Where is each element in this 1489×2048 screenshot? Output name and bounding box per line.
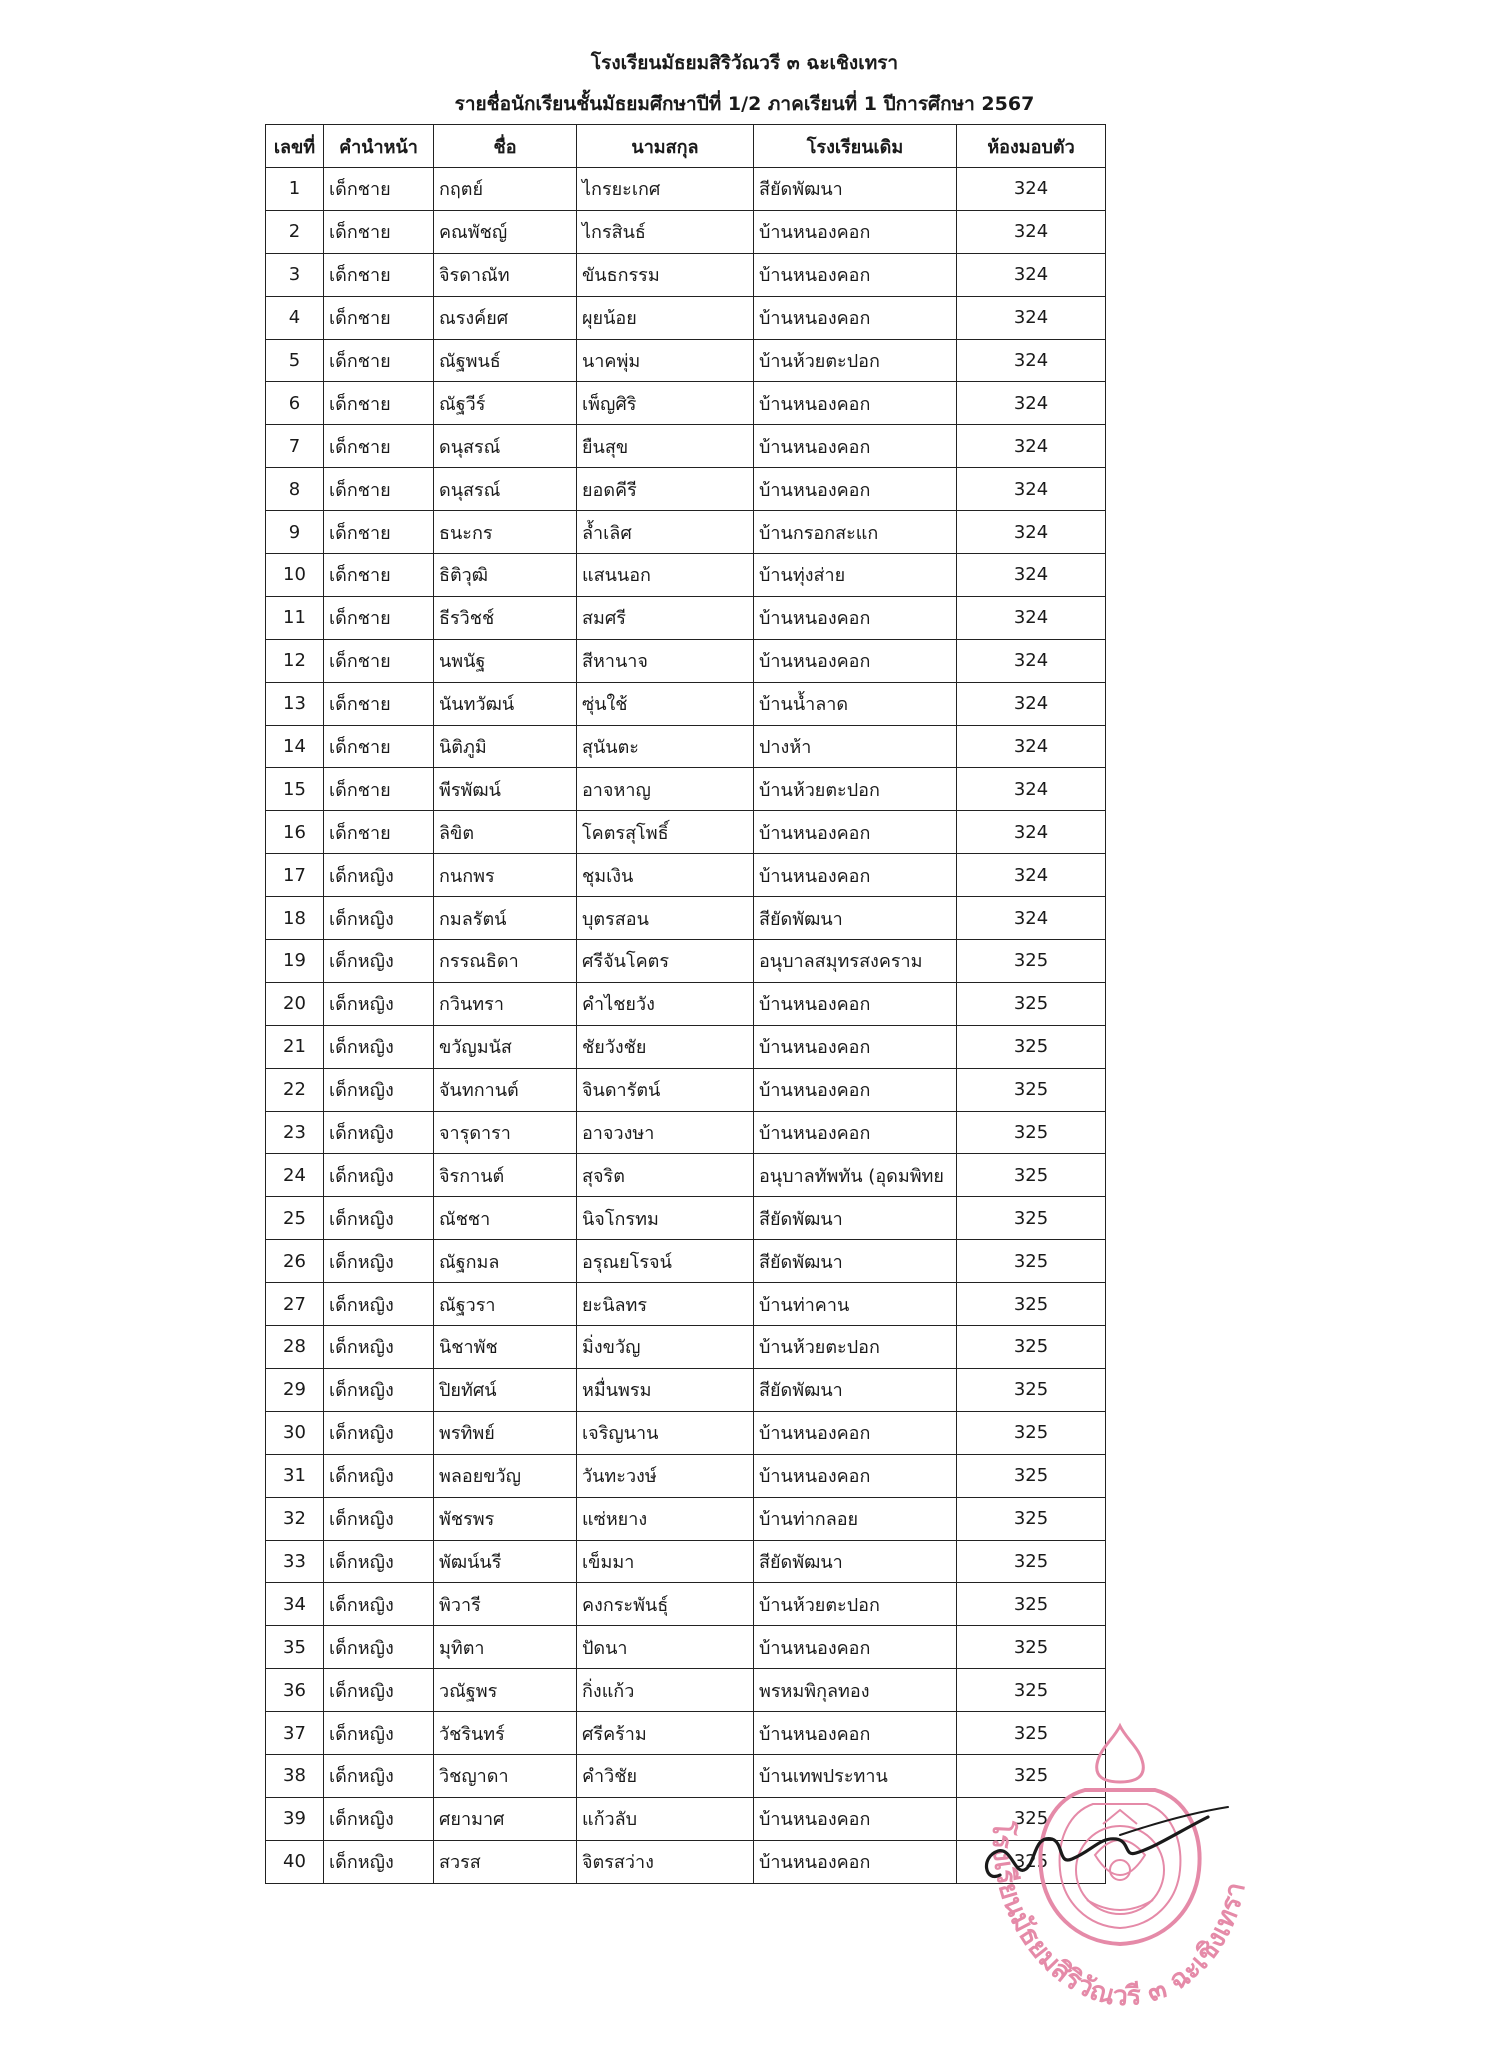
table-row [266, 940, 1106, 983]
cell-number: 32 [266, 1497, 324, 1540]
table-row [266, 1712, 1106, 1755]
cell-prefix: เด็กชาย [324, 168, 434, 211]
cell-prefix: เด็กหญิง [324, 1583, 434, 1626]
cell-room: 325 [957, 1712, 1106, 1755]
cell-first-name: สวรส [434, 1840, 577, 1883]
cell-previous-school: บ้านทุ่งส่าย [754, 554, 957, 597]
cell-previous-school: บ้านหนองคอก [754, 382, 957, 425]
table-row [266, 1797, 1106, 1840]
cell-number: 35 [266, 1626, 324, 1669]
cell-prefix: เด็กหญิง [324, 1326, 434, 1369]
cell-previous-school: บ้านห้วยตะปอก [754, 339, 957, 382]
cell-room: 324 [957, 511, 1106, 554]
cell-room: 325 [957, 1840, 1106, 1883]
cell-last-name: ไกรสินธ์ [577, 210, 754, 253]
table-row [266, 1025, 1106, 1068]
cell-previous-school: บ้านห้วยตะปอก [754, 768, 957, 811]
cell-first-name: กนกพร [434, 854, 577, 897]
table-row [266, 425, 1106, 468]
cell-last-name: เพ็ญศิริ [577, 382, 754, 425]
cell-room: 325 [957, 1754, 1106, 1797]
cell-prefix: เด็กชาย [324, 596, 434, 639]
cell-number: 15 [266, 768, 324, 811]
cell-first-name: จิรกานต์ [434, 1154, 577, 1197]
column-header-number: เลขที่ [266, 125, 324, 168]
cell-first-name: ธนะกร [434, 511, 577, 554]
cell-prefix: เด็กหญิง [324, 854, 434, 897]
cell-last-name: ล้ำเลิศ [577, 511, 754, 554]
cell-number: 21 [266, 1025, 324, 1068]
cell-first-name: กรรณธิดา [434, 940, 577, 983]
cell-last-name: คำไชยวัง [577, 982, 754, 1025]
cell-number: 4 [266, 296, 324, 339]
cell-prefix: เด็กชาย [324, 425, 434, 468]
cell-number: 24 [266, 1154, 324, 1197]
cell-previous-school: บ้านหนองคอก [754, 1068, 957, 1111]
cell-room: 325 [957, 1797, 1106, 1840]
cell-prefix: เด็กหญิง [324, 1283, 434, 1326]
cell-first-name: มุทิตา [434, 1626, 577, 1669]
cell-number: 12 [266, 639, 324, 682]
cell-number: 27 [266, 1283, 324, 1326]
column-header-last-name: นามสกุล [577, 125, 754, 168]
cell-last-name: อาจวงษา [577, 1111, 754, 1154]
cell-previous-school: บ้านท่าคาน [754, 1283, 957, 1326]
cell-first-name: ดนุสรณ์ [434, 468, 577, 511]
cell-last-name: อรุณยโรจน์ [577, 1240, 754, 1283]
cell-number: 17 [266, 854, 324, 897]
cell-prefix: เด็กชาย [324, 768, 434, 811]
cell-number: 5 [266, 339, 324, 382]
table-row [266, 1111, 1106, 1154]
cell-prefix: เด็กหญิง [324, 1497, 434, 1540]
cell-number: 26 [266, 1240, 324, 1283]
cell-room: 325 [957, 1154, 1106, 1197]
cell-prefix: เด็กหญิง [324, 1454, 434, 1497]
cell-previous-school: บ้านหนองคอก [754, 596, 957, 639]
cell-first-name: ลิขิต [434, 811, 577, 854]
cell-number: 25 [266, 1197, 324, 1240]
page-subtitle: รายชื่อนักเรียนชั้นมัธยมศึกษาปีที่ 1/2 ภาคเรียนที่ 1 ปีการศึกษา 2567 [454, 93, 1035, 115]
cell-first-name: วิชญาดา [434, 1754, 577, 1797]
cell-first-name: พีรพัฒน์ [434, 768, 577, 811]
cell-first-name: จิรดาณัท [434, 253, 577, 296]
cell-prefix: เด็กหญิง [324, 1669, 434, 1712]
cell-first-name: คณพัชญ์ [434, 210, 577, 253]
cell-previous-school: สียัดพัฒนา [754, 1540, 957, 1583]
cell-number: 16 [266, 811, 324, 854]
cell-previous-school: บ้านท่ากลอย [754, 1497, 957, 1540]
cell-last-name: กิ่งแก้ว [577, 1669, 754, 1712]
cell-room: 324 [957, 897, 1106, 940]
table-row [266, 682, 1106, 725]
cell-prefix: เด็กหญิง [324, 1197, 434, 1240]
cell-room: 325 [957, 1283, 1106, 1326]
cell-previous-school: บ้านหนองคอก [754, 854, 957, 897]
cell-prefix: เด็กหญิง [324, 1411, 434, 1454]
cell-prefix: เด็กหญิง [324, 1368, 434, 1411]
table-row [266, 168, 1106, 211]
table-row [266, 511, 1106, 554]
cell-previous-school: สียัดพัฒนา [754, 168, 957, 211]
cell-prefix: เด็กชาย [324, 210, 434, 253]
cell-prefix: เด็กชาย [324, 339, 434, 382]
cell-first-name: พลอยขวัญ [434, 1454, 577, 1497]
cell-number: 23 [266, 1111, 324, 1154]
cell-previous-school: อนุบาลทัพทัน (อุดมพิทย [754, 1154, 957, 1197]
table-row [266, 897, 1106, 940]
table-row [266, 982, 1106, 1025]
cell-prefix: เด็กชาย [324, 382, 434, 425]
cell-prefix: เด็กชาย [324, 253, 434, 296]
table-row [266, 1669, 1106, 1712]
cell-number: 33 [266, 1540, 324, 1583]
cell-number: 28 [266, 1326, 324, 1369]
cell-previous-school: บ้านหนองคอก [754, 210, 957, 253]
cell-previous-school: บ้านหนองคอก [754, 1626, 957, 1669]
cell-last-name: ผุยน้อย [577, 296, 754, 339]
cell-prefix: เด็กชาย [324, 682, 434, 725]
cell-number: 10 [266, 554, 324, 597]
cell-previous-school: บ้านหนองคอก [754, 1454, 957, 1497]
cell-room: 325 [957, 1068, 1106, 1111]
cell-room: 325 [957, 1626, 1106, 1669]
table-header-row [266, 125, 1106, 168]
cell-room: 325 [957, 1326, 1106, 1369]
table-row [266, 554, 1106, 597]
cell-number: 9 [266, 511, 324, 554]
cell-prefix: เด็กชาย [324, 468, 434, 511]
cell-prefix: เด็กหญิง [324, 1068, 434, 1111]
cell-first-name: จันทกานต์ [434, 1068, 577, 1111]
cell-room: 325 [957, 1025, 1106, 1068]
cell-first-name: วณัฐพร [434, 1669, 577, 1712]
table-row [266, 768, 1106, 811]
cell-room: 324 [957, 168, 1106, 211]
cell-first-name: กฤตย์ [434, 168, 577, 211]
table-row [266, 253, 1106, 296]
cell-last-name: เข็มมา [577, 1540, 754, 1583]
cell-prefix: เด็กชาย [324, 554, 434, 597]
cell-previous-school: พรหมพิกุลทอง [754, 1669, 957, 1712]
cell-first-name: ณัชชา [434, 1197, 577, 1240]
cell-last-name: ศรีคร้าม [577, 1712, 754, 1755]
table-row [266, 1626, 1106, 1669]
cell-previous-school: บ้านห้วยตะปอก [754, 1326, 957, 1369]
cell-previous-school: บ้านหนองคอก [754, 982, 957, 1025]
cell-previous-school: สียัดพัฒนา [754, 1368, 957, 1411]
table-row [266, 1840, 1106, 1883]
cell-first-name: จารุดารา [434, 1111, 577, 1154]
cell-last-name: ปัดนา [577, 1626, 754, 1669]
cell-prefix: เด็กชาย [324, 511, 434, 554]
cell-prefix: เด็กหญิง [324, 1797, 434, 1840]
table-row [266, 1583, 1106, 1626]
cell-last-name: ยืนสุข [577, 425, 754, 468]
table-row [266, 811, 1106, 854]
cell-number: 1 [266, 168, 324, 211]
cell-previous-school: สียัดพัฒนา [754, 1240, 957, 1283]
cell-first-name: พิวารี [434, 1583, 577, 1626]
cell-number: 22 [266, 1068, 324, 1111]
cell-previous-school: บ้านหนองคอก [754, 1797, 957, 1840]
cell-prefix: เด็กหญิง [324, 1240, 434, 1283]
cell-room: 324 [957, 468, 1106, 511]
cell-room: 324 [957, 253, 1106, 296]
cell-first-name: ปิยทัศน์ [434, 1368, 577, 1411]
cell-previous-school: บ้านหนองคอก [754, 1840, 957, 1883]
cell-last-name: หมื่นพรม [577, 1368, 754, 1411]
cell-room: 325 [957, 940, 1106, 983]
cell-last-name: ชุมเงิน [577, 854, 754, 897]
cell-number: 20 [266, 982, 324, 1025]
cell-number: 11 [266, 596, 324, 639]
cell-previous-school: บ้านหนองคอก [754, 468, 957, 511]
cell-first-name: ณัฐกมล [434, 1240, 577, 1283]
cell-first-name: ณัฐวีร์ [434, 382, 577, 425]
cell-room: 325 [957, 1583, 1106, 1626]
cell-first-name: ธิติวุฒิ [434, 554, 577, 597]
cell-prefix: เด็กชาย [324, 811, 434, 854]
cell-first-name: พรทิพย์ [434, 1411, 577, 1454]
column-header-room: ห้องมอบตัว [957, 125, 1106, 168]
cell-number: 37 [266, 1712, 324, 1755]
cell-last-name: คงกระพันธุ์ [577, 1583, 754, 1626]
cell-last-name: แสนนอก [577, 554, 754, 597]
cell-last-name: อาจหาญ [577, 768, 754, 811]
cell-number: 2 [266, 210, 324, 253]
cell-last-name: ไกรยะเกศ [577, 168, 754, 211]
cell-prefix: เด็กหญิง [324, 1154, 434, 1197]
cell-previous-school: บ้านหนองคอก [754, 639, 957, 682]
cell-number: 3 [266, 253, 324, 296]
cell-prefix: เด็กชาย [324, 296, 434, 339]
cell-number: 34 [266, 1583, 324, 1626]
table-row [266, 1068, 1106, 1111]
cell-number: 6 [266, 382, 324, 425]
cell-room: 324 [957, 382, 1106, 425]
cell-room: 324 [957, 682, 1106, 725]
table-row [266, 1411, 1106, 1454]
cell-last-name: นิจโกรทม [577, 1197, 754, 1240]
cell-previous-school: อนุบาลสมุทรสงคราม [754, 940, 957, 983]
column-header-first-name: ชื่อ [434, 125, 577, 168]
cell-previous-school: บ้านหนองคอก [754, 1025, 957, 1068]
cell-room: 325 [957, 1240, 1106, 1283]
cell-room: 325 [957, 1111, 1106, 1154]
cell-first-name: พัฒน์นรี [434, 1540, 577, 1583]
cell-last-name: สมศรี [577, 596, 754, 639]
cell-previous-school: สียัดพัฒนา [754, 897, 957, 940]
cell-number: 13 [266, 682, 324, 725]
cell-number: 19 [266, 940, 324, 983]
cell-first-name: ณรงค์ยศ [434, 296, 577, 339]
cell-room: 325 [957, 1454, 1106, 1497]
cell-number: 31 [266, 1454, 324, 1497]
cell-first-name: นิชาพัช [434, 1326, 577, 1369]
cell-room: 324 [957, 854, 1106, 897]
cell-prefix: เด็กหญิง [324, 1025, 434, 1068]
cell-first-name: นพนัฐ [434, 639, 577, 682]
cell-last-name: โคตรสุโพธิ์ [577, 811, 754, 854]
table-row [266, 210, 1106, 253]
cell-room: 324 [957, 725, 1106, 768]
table-row [266, 1368, 1106, 1411]
cell-last-name: สีหานาจ [577, 639, 754, 682]
cell-prefix: เด็กหญิง [324, 1111, 434, 1154]
cell-prefix: เด็กหญิง [324, 897, 434, 940]
cell-previous-school: บ้านห้วยตะปอก [754, 1583, 957, 1626]
cell-prefix: เด็กชาย [324, 725, 434, 768]
cell-previous-school: บ้านกรอกสะแก [754, 511, 957, 554]
cell-last-name: สุนันตะ [577, 725, 754, 768]
table-row [266, 296, 1106, 339]
cell-first-name: ธีรวิชช์ [434, 596, 577, 639]
cell-room: 324 [957, 768, 1106, 811]
table-row [266, 1283, 1106, 1326]
cell-room: 325 [957, 982, 1106, 1025]
cell-last-name: คำวิชัย [577, 1754, 754, 1797]
cell-first-name: พัชรพร [434, 1497, 577, 1540]
cell-first-name: กวินทรา [434, 982, 577, 1025]
table-row [266, 1154, 1106, 1197]
cell-previous-school: บ้านหนองคอก [754, 296, 957, 339]
svg-text:โรงเรียนมัธยมสิริวัณวรี ๓ ฉะเช: โรงเรียนมัธยมสิริวัณวรี ๓ ฉะเชิงเทรา [985, 1819, 1252, 2013]
cell-last-name: ชัยวังชัย [577, 1025, 754, 1068]
cell-last-name: ยอดคีรี [577, 468, 754, 511]
cell-room: 325 [957, 1197, 1106, 1240]
school-title: โรงเรียนมัธยมสิริวัณวรี ๓ ฉะเชิงเทรา [590, 52, 899, 74]
cell-room: 325 [957, 1368, 1106, 1411]
table-row [266, 1240, 1106, 1283]
cell-first-name: ดนุสรณ์ [434, 425, 577, 468]
cell-first-name: นันทวัฒน์ [434, 682, 577, 725]
cell-number: 39 [266, 1797, 324, 1840]
cell-first-name: วัชรินทร์ [434, 1712, 577, 1755]
cell-number: 30 [266, 1411, 324, 1454]
column-header-previous-school: โรงเรียนเดิม [754, 125, 957, 168]
cell-number: 29 [266, 1368, 324, 1411]
cell-number: 7 [266, 425, 324, 468]
cell-first-name: ณัฐพนธ์ [434, 339, 577, 382]
cell-room: 324 [957, 811, 1106, 854]
cell-last-name: บุตรสอน [577, 897, 754, 940]
cell-prefix: เด็กหญิง [324, 1540, 434, 1583]
cell-previous-school: สียัดพัฒนา [754, 1197, 957, 1240]
cell-prefix: เด็กหญิง [324, 1840, 434, 1883]
cell-last-name: แก้วลับ [577, 1797, 754, 1840]
table-row [266, 854, 1106, 897]
cell-room: 325 [957, 1497, 1106, 1540]
cell-first-name: นิติภูมิ [434, 725, 577, 768]
cell-room: 324 [957, 339, 1106, 382]
table-row [266, 339, 1106, 382]
cell-last-name: นาคพุ่ม [577, 339, 754, 382]
cell-previous-school: บ้านหนองคอก [754, 425, 957, 468]
cell-last-name: มิ่งขวัญ [577, 1326, 754, 1369]
cell-last-name: ยะนิลทร [577, 1283, 754, 1326]
column-header-prefix: คำนำหน้า [324, 125, 434, 168]
cell-prefix: เด็กหญิง [324, 1754, 434, 1797]
table-row [266, 1540, 1106, 1583]
table-row [266, 382, 1106, 425]
cell-previous-school: บ้านหนองคอก [754, 253, 957, 296]
cell-last-name: จิตรสว่าง [577, 1840, 754, 1883]
cell-prefix: เด็กหญิง [324, 1712, 434, 1755]
cell-first-name: ศยามาศ [434, 1797, 577, 1840]
cell-number: 40 [266, 1840, 324, 1883]
cell-previous-school: บ้านหนองคอก [754, 811, 957, 854]
cell-last-name: ศรีจันโคตร [577, 940, 754, 983]
cell-prefix: เด็กหญิง [324, 982, 434, 1025]
cell-room: 325 [957, 1669, 1106, 1712]
cell-last-name: จินดารัตน์ [577, 1068, 754, 1111]
cell-room: 325 [957, 1540, 1106, 1583]
cell-room: 325 [957, 1411, 1106, 1454]
cell-previous-school: บ้านหนองคอก [754, 1111, 957, 1154]
cell-number: 38 [266, 1754, 324, 1797]
cell-room: 324 [957, 425, 1106, 468]
cell-prefix: เด็กหญิง [324, 940, 434, 983]
cell-room: 324 [957, 296, 1106, 339]
table-row [266, 639, 1106, 682]
cell-last-name: เจริญนาน [577, 1411, 754, 1454]
table-row [266, 1326, 1106, 1369]
cell-number: 14 [266, 725, 324, 768]
cell-last-name: ซุ่นใช้ [577, 682, 754, 725]
cell-room: 324 [957, 554, 1106, 597]
student-table [265, 124, 1106, 1884]
cell-first-name: ขวัญมนัส [434, 1025, 577, 1068]
cell-first-name: กมลรัตน์ [434, 897, 577, 940]
table-row [266, 1754, 1106, 1797]
table-row [266, 468, 1106, 511]
cell-room: 324 [957, 596, 1106, 639]
cell-last-name: วันทะวงษ์ [577, 1454, 754, 1497]
table-row [266, 1497, 1106, 1540]
cell-previous-school: บ้านหนองคอก [754, 1712, 957, 1755]
cell-number: 8 [266, 468, 324, 511]
cell-room: 324 [957, 639, 1106, 682]
table-row [266, 1454, 1106, 1497]
table-row [266, 1197, 1106, 1240]
cell-prefix: เด็กหญิง [324, 1626, 434, 1669]
cell-prefix: เด็กชาย [324, 639, 434, 682]
cell-previous-school: บ้านเทพประทาน [754, 1754, 957, 1797]
cell-previous-school: ปางห้า [754, 725, 957, 768]
cell-previous-school: บ้านน้ำลาด [754, 682, 957, 725]
cell-last-name: ขันธกรรม [577, 253, 754, 296]
cell-previous-school: บ้านหนองคอก [754, 1411, 957, 1454]
table-row [266, 725, 1106, 768]
cell-last-name: สุจริต [577, 1154, 754, 1197]
cell-number: 36 [266, 1669, 324, 1712]
table-row [266, 596, 1106, 639]
cell-last-name: แซ่หยาง [577, 1497, 754, 1540]
cell-number: 18 [266, 897, 324, 940]
cell-first-name: ณัฐวรา [434, 1283, 577, 1326]
cell-room: 324 [957, 210, 1106, 253]
